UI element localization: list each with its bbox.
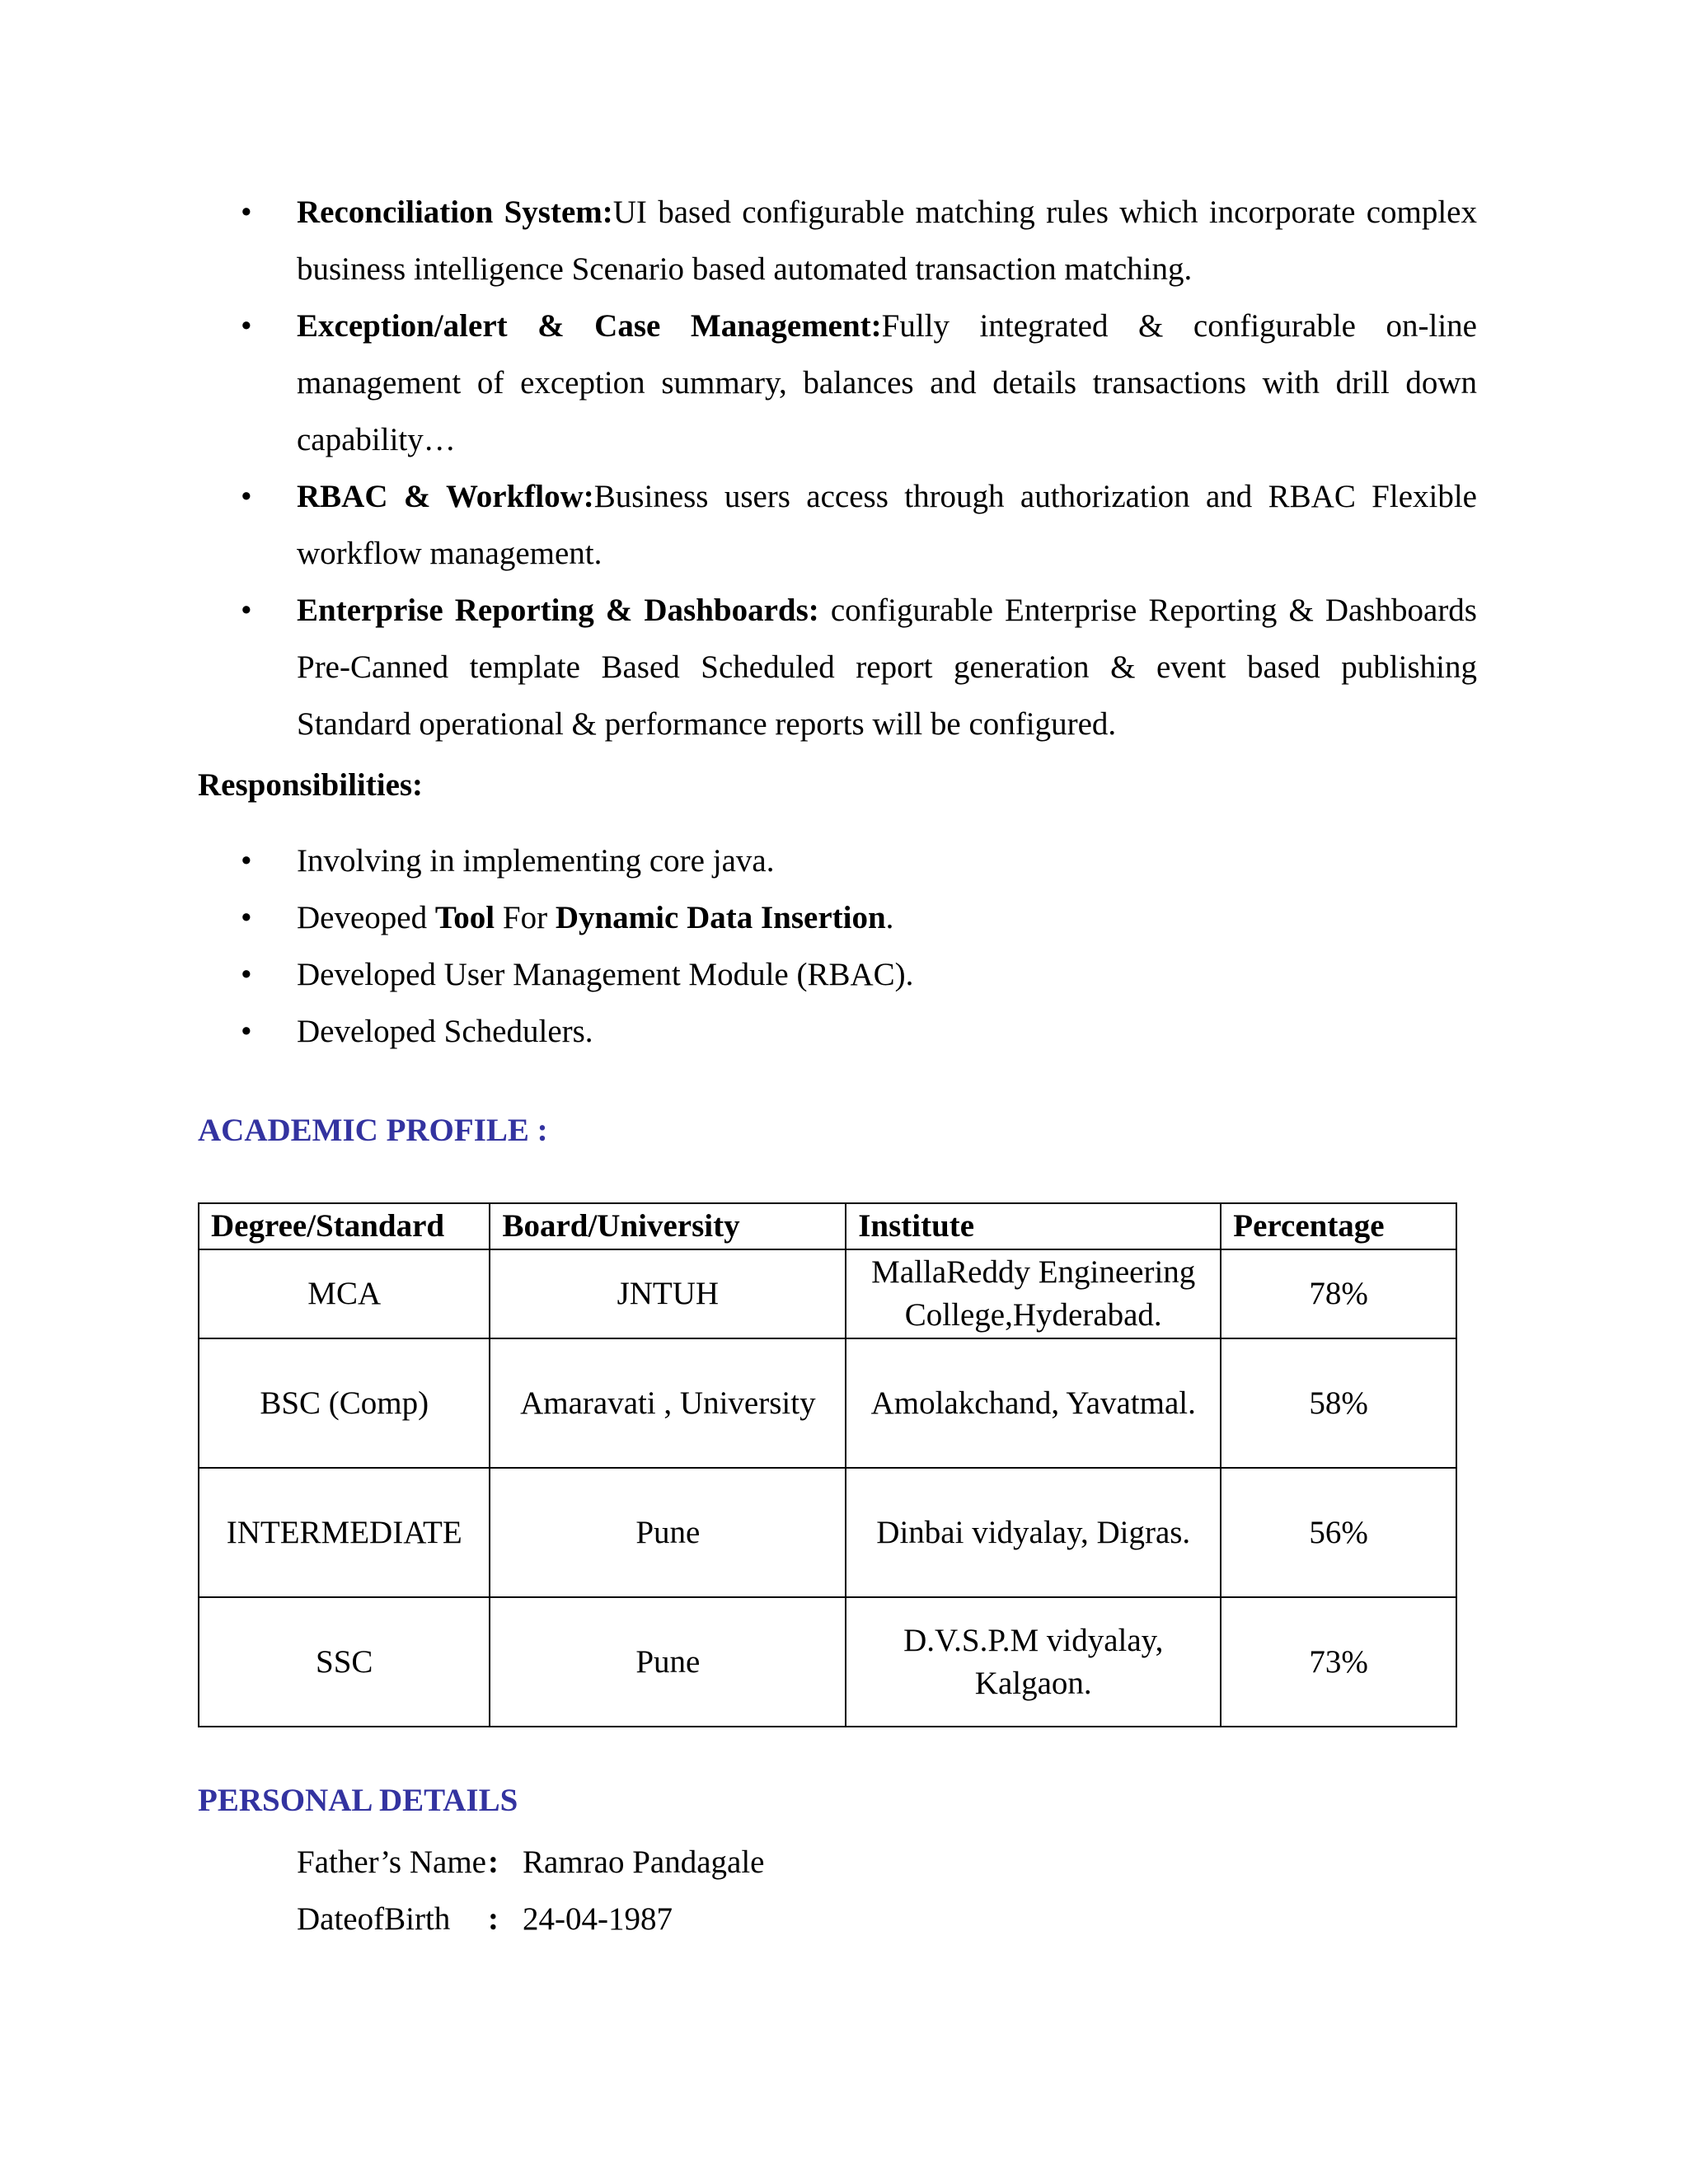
feature-title: Exception/alert & Case Management: [297,308,882,344]
responsibility-text-part: For [495,900,556,935]
table-cell: 73% [1221,1597,1456,1727]
table-cell: D.V.S.P.M vidyalay, Kalgaon. [846,1597,1221,1727]
responsibility-text-part: . [885,900,894,935]
responsibilities-list [241,832,1477,1060]
feature-item-rbac [241,468,1477,582]
table-cell: Pune [490,1597,846,1727]
responsibility-text: Developed Schedulers. [297,1014,593,1049]
table-cell: INTERMEDIATE [199,1468,490,1597]
feature-title: RBAC & Workflow: [297,479,594,514]
table-row [199,1468,1456,1597]
feature-text: Fully integrated & configurable on-line management of exception summary, balances and details transactions with drill down capability… [297,308,1477,457]
table-cell: Amaravati , University [490,1338,846,1468]
table-cell: Amolakchand, Yavatmal. [846,1338,1221,1468]
list-item [241,946,1477,1003]
table-row [199,1249,1456,1338]
table-cell: MCA [199,1249,490,1338]
table-cell: JNTUH [490,1249,846,1338]
table-row [199,1338,1456,1468]
bullet-icon: • [241,194,252,230]
table-cell: SSC [199,1597,490,1727]
date-of-birth-label: DateofBirth [297,1901,451,1937]
bullet-icon: • [241,479,252,514]
table-cell: 56% [1221,1468,1456,1597]
responsibility-text-bold: Dynamic Data Insertion [555,900,886,935]
column-header: Percentage [1221,1203,1456,1249]
bullet-icon: • [241,593,252,628]
responsibilities-heading: Responsibilities: [198,767,424,803]
list-item [241,1003,1477,1060]
table-cell: BSC (Comp) [199,1338,490,1468]
responsibility-text: Developed User Management Module (RBAC). [297,957,914,992]
bullet-icon: • [241,308,252,344]
feature-list [241,184,1477,752]
list-item [241,889,1477,946]
personal-details-heading: PERSONAL DETAILS [198,1783,518,1818]
separator-colon: : [488,1901,499,1937]
feature-item-exception [241,298,1477,468]
table-row [199,1597,1456,1727]
date-of-birth-value: 24-04-1987 [523,1901,673,1937]
column-header: Board/University [490,1203,846,1249]
feature-item-reporting [241,582,1477,752]
table-cell: 58% [1221,1338,1456,1468]
separator-colon: : [488,1844,499,1880]
father-name-value: Ramrao Pandagale [523,1844,765,1880]
feature-title: Reconciliation System: [297,194,613,230]
column-header: Institute [846,1203,1221,1249]
list-item [241,832,1477,889]
table-cell: MallaReddy Engineering College,Hyderabad. [846,1249,1221,1338]
responsibility-text-part: Deveoped [297,900,435,935]
table-cell: Pune [490,1468,846,1597]
academic-profile-heading: ACADEMIC PROFILE : [198,1113,548,1148]
table-cell: Dinbai vidyalay, Digras. [846,1468,1221,1597]
responsibility-text: Involving in implementing core java. [297,843,775,879]
bullet-icon: • [241,1014,252,1049]
feature-text: UI based configurable matching rules which incorporate complex business intelligence Scenario based automated transaction matching. [297,194,1477,287]
column-header: Degree/Standard [199,1203,490,1249]
feature-text: Business users access through authorization and RBAC Flexible workflow management. [297,479,1477,571]
feature-title: Enterprise Reporting & Dashboards: [297,593,819,628]
personal-details [297,1834,764,1947]
table-header-row [199,1203,1456,1249]
responsibility-text-bold: Tool [434,900,495,935]
bullet-icon: • [241,843,252,879]
bullet-icon: • [241,900,252,935]
academic-table [198,1202,1457,1727]
feature-item-reconciliation [241,184,1477,298]
feature-text: configurable Enterprise Reporting & Dashboards Pre-Canned template Based Scheduled report generation & event based publishing Standard operational & performance reports will be configured. [297,593,1477,742]
table-cell: 78% [1221,1249,1456,1338]
father-name-label: Father’s Name [297,1844,486,1880]
bullet-icon: • [241,957,252,992]
father-name-row [297,1834,764,1891]
date-of-birth-row [297,1891,764,1947]
